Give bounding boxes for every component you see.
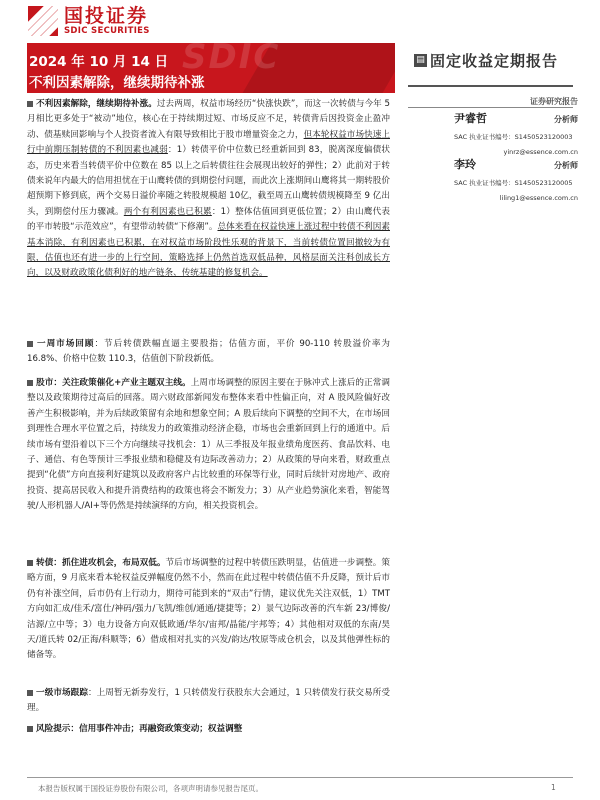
section-text: ：1）整体估值回到更低位置；2）由山鹰代表的平市转股“示范效应”，有望带动转债“下修潮”。	[27, 206, 390, 233]
footer-divider	[27, 777, 573, 778]
section-heading: 风险提示：	[36, 724, 79, 734]
bullet-square-icon	[27, 726, 33, 732]
section-heading: 转债：抓住进攻机会，布局双低。	[36, 558, 166, 568]
analyst-role: 分析师	[554, 161, 578, 170]
analyst-name: 李玲	[454, 158, 476, 171]
report-title: 不利因素解除，继续期待补涨	[29, 75, 205, 91]
analyst-email[interactable]: yinrz@essence.com.cn	[503, 148, 578, 156]
bullet-square-icon	[27, 690, 33, 696]
summary-section-risk	[27, 722, 390, 737]
company-logo	[28, 6, 150, 36]
report-type	[414, 50, 558, 71]
analyst-license: SAC 执业证书编号：S1450523120005	[454, 179, 573, 187]
section-text: ：节后转债跌幅直逼主要股指；估值方面，平价 90-110 转股溢价率为 16.8%、价格中位数 110.3，估值创下阶段新低。	[27, 339, 390, 365]
section-heading: 股市：关注政策催化+产业主题双主线。	[36, 378, 191, 388]
section-text: ：1）转债平价中位数已经重新回到 83，脱离深度偏债状态，历史来看当转债平价中位数在 85 以上之后转债往往会展现出较好的弹性；2）此前对于转债来说年内最大的信用担忧在于山鹰转债的到期偿付问题，而此次上涨期间山鹰将其一期转股价超预期下修到底，两个交易日溢价率随之转股规模超 10亿，截至周五山鹰转债规模降至 9 亿出头，到期偿付压力骤减。	[27, 145, 390, 217]
summary-section-stock-market	[27, 376, 390, 515]
section-text-underlined: 两个有利因素也已积累	[123, 206, 212, 217]
logo-english-name: SDIC SECURITIES	[64, 26, 150, 36]
department-divider	[408, 107, 573, 108]
section-text: 过去两周，权益市场经历“快涨快跌”，而这一次转债与今年 5 月相比更多处于“被动”地位，核心在于持续期过短、市场反应不足，转债背后因投资金止盈冲动、债基赎回影响与个人投资者流入有限导致相比于股市增量资金之力，	[27, 99, 390, 140]
bullet-square-icon	[27, 341, 33, 347]
section-text: 信用事件冲击；再融资政策变动；权益调整	[78, 724, 243, 734]
analyst-card	[454, 156, 578, 202]
header-divider	[408, 85, 573, 87]
summary-section-outlook	[27, 97, 390, 282]
summary-section-market-review	[27, 337, 390, 368]
section-text-underlined: 但本轮权益市场快速上行中前期压制转债的不利因素也减弱	[27, 129, 390, 156]
title-banner	[27, 43, 395, 93]
analyst-role: 分析师	[554, 115, 578, 124]
report-type-icon: ▤	[414, 54, 427, 67]
logo-mark-icon	[28, 6, 58, 36]
section-text-underlined: 总体来看在权益快速上涨过程中转债不利因素基本消除，有利因素也已积累，在对权益市场阶段性乐观的背景下，当前转债位置回撤较为有限，估值也还有进一步的上行空间，策略选择上仍然首选双低品种，风格层面关注科创成长方向，以及财政政策化债利好的地产链条、传统基建的修复机会。	[27, 222, 390, 279]
logo-chinese-name: 国投证券	[64, 5, 149, 27]
section-text: 上周市场调整的原因主要在于脉冲式上涨后的正常调整以及政策期待过高后的回落。周六财政部新闻发布整体来看中性偏正向，对 A 股风险偏好改善产生积极影响，并为后续政策留有余地和想象空间；A 股后续向下调整的空间不大，在市场回到理性合理水平位置之后，持续发力的政策推动经济企稳，市场也会重新回到上行的通道中。后续市场有望沿着以下三个方向继续寻找机会：1）从三季报及年报业绩角度医药、食品饮料、电子、通信、有色等预计三季报业绩和稳健及有边际改善动力；2）从政策的导向来看，财政重点提到“化债”方向直接利好建筑以及政府客户占比较重的环保等行业，同时后续针对房地产、政府投资、提高居民收入和提升消费结构的政策也将会不断发力；3）从产业趋势演化来看，智能驾驶/人形机器人/AI+等仍然是持续演绎的方向，相关投资机会。	[27, 378, 390, 512]
bullet-square-icon	[27, 560, 33, 566]
section-heading: 一级市场跟踪	[36, 688, 88, 698]
section-heading: 不利因素解除，继续期待补涨。	[36, 99, 157, 109]
report-type-label: 固定收益定期报告	[430, 52, 559, 70]
analyst-card	[454, 110, 578, 156]
summary-section-convertible-bonds	[27, 556, 390, 664]
bullet-square-icon	[27, 380, 33, 386]
department-label: 证券研究报告	[530, 97, 578, 106]
summary-section-primary-market	[27, 686, 390, 717]
section-heading: 一周市场回顾	[36, 339, 95, 349]
analyst-name: 尹睿哲	[454, 112, 487, 125]
bullet-square-icon	[27, 101, 33, 107]
analyst-license: SAC 执业证书编号：S1450523120003	[454, 133, 573, 141]
analyst-email[interactable]: liling1@essence.com.cn	[499, 194, 578, 202]
banner-watermark: SDIC	[182, 43, 281, 77]
report-date: 2024 年 10 月 14 日	[29, 54, 169, 70]
section-text: ：上周暂无新券发行，1 只转债发行获股东大会通过，1 只转债发行获交易所受理。	[27, 688, 390, 714]
page-number: 1	[551, 783, 556, 792]
section-text: 节后市场调整的过程中转债压跌明显，估值进一步调整。策略方面，9 月底来看本轮权益反弹幅度仍然不小，然而在此过程中转债估值不升反降，预计后市仍有补涨空间，后市仍有上行动力，期待可能到来的“双击”行情，建议优先关注双低，1）TMT 方向如汇成/佳禾/富仕/神码/强力/飞凯/维创/通通/捷捷等；2）景气边际改善的汽车新 23/博俊/洁源/立中等；3）电力设备方向双低欧通/华尔/宙邦/晶能/宇邦等；4）其他相对双低的东南/昊天/道氏转 02/正海/科顺等；6）借成相对扎实的兴发/韵达/牧原等成仓机会，以及其他弹性标的储备等。	[27, 558, 390, 661]
footer-disclaimer: 本报告版权属于国投证券股份有限公司，各项声明请参见报告尾页。	[38, 784, 263, 793]
